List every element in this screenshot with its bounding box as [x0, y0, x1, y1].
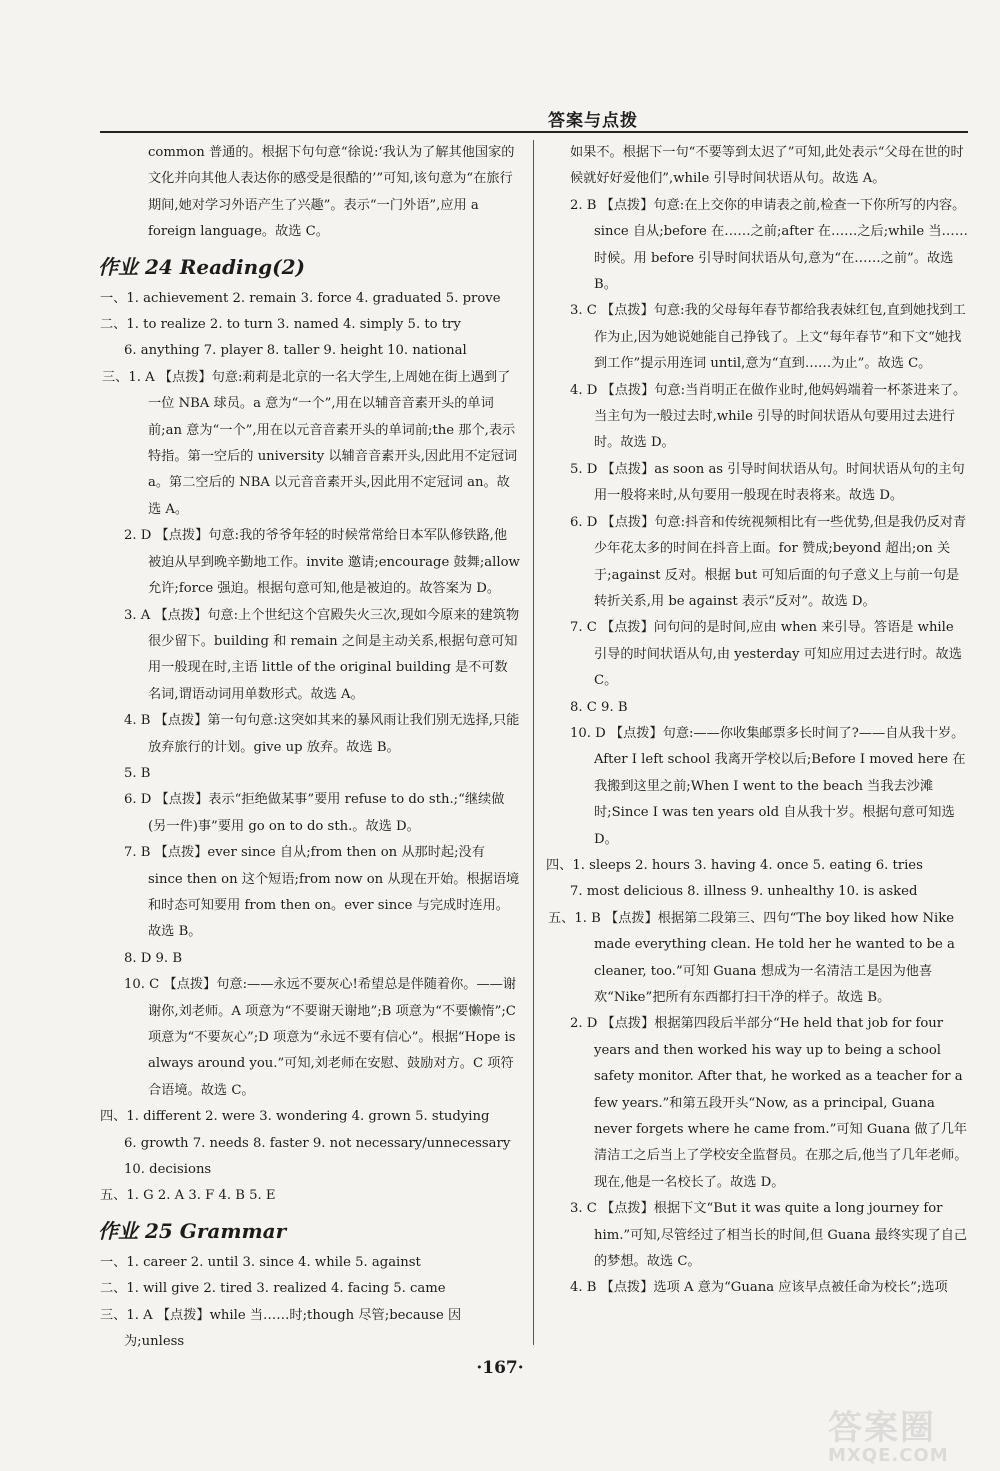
explanation-item: 4. B 【点拨】第一句句意:这突如其来的暴风雨让我们别无选择,只能放弃旅行的计划。give up 放弃。故选 B。 [124, 713, 520, 755]
explanation-item: 10. D 【点拨】句意:——你收集邮票多长时间了?——自从我十岁。After I left school 我离开学校以后;Before I moved here 在我搬到这里之前;When I went to the beach 当我去沙滩时;Since I was ten years old 自从我十岁。根据句意可知选 D。 [570, 725, 966, 847]
watermark [828, 1400, 978, 1464]
explanation-item: 4. D 【点拨】句意:当肖明正在做作业时,他妈妈端着一杯茶进来了。当主句为一般过去时,while 引导的时间状语从句要用过去进行时。故选 D。 [570, 382, 967, 451]
right-column [548, 140, 968, 1302]
answer-line: 四、1. sleeps 2. hours 3. having 4. once 5. eating 6. tries [546, 857, 923, 873]
answer-line: 一、1. achievement 2. remain 3. force 4. graduated 5. prove [100, 290, 501, 306]
explanation-item: 5. B [124, 765, 151, 781]
explanation-item: 8. D 9. B [124, 950, 183, 966]
explanation-item: 2. D 【点拨】句意:我的爷爷年轻的时候常常给日本军队修铁路,他被迫从早到晚辛勤地工作。invite 邀请;encourage 鼓舞;allow 允许;force 强迫。根据句意可知,他是被迫的。故答案为 D。 [124, 528, 520, 597]
answer-line: 6. growth 7. needs 8. faster 9. not necessary/unnecessary [124, 1135, 511, 1151]
watermark-url: MXQE.COM [828, 1445, 949, 1466]
intro-paragraph: common 普通的。根据下句句意“徐说:‘我认为了解其他国家的文化并向其他人表达你的感受是很酷的’”可知,该句意为“在旅行期间,她对学习外语产生了兴趣”。表示“一门外语”,应用 a foreign language。故选 C。 [148, 145, 515, 240]
explanation-item: 8. C 9. B [570, 699, 628, 715]
explanation-item: 五、1. B 【点拨】根据第二段第三、四句“The boy liked how Nike made everything clean. He told her he wanted to be a cleaner, too.”可知 Guana 想成为一名清洁工是因为他喜欢“Nike”把所有东西都打扫干净的样子。故选 B。 [548, 910, 955, 1005]
answer-line: 四、1. different 2. were 3. wondering 4. grown 5. studying [100, 1109, 490, 1125]
explanation-item: 7. B 【点拨】ever since 自从;from then on 从那时起;没有 since then on 这个短语;from now on 从现在开始。根据语境和时态可知要用 from then on。ever since 与完成时连用。故选 B。 [124, 845, 520, 940]
header-title: 答案与点拨 [548, 111, 638, 131]
header-rule [100, 131, 968, 133]
page-header [100, 106, 968, 130]
answer-line: 一、1. career 2. until 3. since 4. while 5. against [100, 1254, 421, 1270]
explanation-item: 7. C 【点拨】问句问的是时间,应由 when 来引导。答语是 while 引导的时间状语从句,由 yesterday 可知应用过去进行时。故选 C。 [570, 620, 962, 689]
answer-line: 6. anything 7. player 8. taller 9. height 10. national [124, 343, 467, 359]
answer-line: 二、1. will give 2. tired 3. realized 4. facing 5. came [100, 1281, 446, 1297]
section-heading-24: 作业 24 Reading(2) [98, 254, 306, 279]
explanation-item: 4. B 【点拨】选项 A 意为“Guana 应该早点被任命为校长”;选项 [570, 1280, 948, 1296]
explanation-item: 2. B 【点拨】句意:在上交你的申请表之前,检查一下你所写的内容。since 自从;before 在……之前;after 在……之后;while 当……时候。用 before 引导时间状语从句,意为“在……之前”。故选 B。 [570, 197, 968, 293]
explanation-item: 3. C 【点拨】根据下文“But it was quite a long journey for him.”可知,尽管经过了相当长的时间,但 Guana 最终实现了自己的梦想。故选 C。 [570, 1201, 968, 1270]
watermark-logo: 答案圈 [828, 1408, 936, 1448]
answer-line: 二、1. to realize 2. to turn 3. named 4. simply 5. to try [100, 317, 461, 333]
explanation-item: 6. D 【点拨】表示“拒绝做某事”要用 refuse to do sth.;“继续做(另一件)事”要用 go on to do sth.。故选 D。 [124, 792, 505, 834]
section-heading-25: 作业 25 Grammar [98, 1218, 287, 1243]
explanation-item: 三、1. A 【点拨】句意:莉莉是北京的一名大学生,上周她在街上遇到了一位 NBA 球员。a 意为“一个”,用在以辅音音素开头的单词前;an 意为“一个”,用在以元音音素开头的单词前;the 那个,表示特指。第一空后的 university 以辅音音素开头,因此用不定冠词 a。第二空后的 NBA 以元音音素开头,因此用不定冠词 an。故选 A。 [102, 369, 518, 517]
answer-line: 10. decisions [124, 1162, 212, 1178]
explanation-item: 3. A 【点拨】句意:上个世纪这个宫殿失火三次,现如今原来的建筑物很少留下。building 和 remain 之间是主动关系,根据句意可知用一般现在时,主语 little of the original building 是不可数名词,谓语动词用单数形式。故选 A。 [124, 607, 520, 702]
explanation-item: 2. D 【点拨】根据第四段后半部分“He held that job for four years and then worked his way up to being a school safety monitor. After that, he worked as a teacher for a few years.”和第五段开头“Now, as a principal, Guana never forgets where he came from.”可知 Guana 做了几年清洁工之后当上了学校安全监督员。在那之后,他当了几年老师。现在,他是一名校长了。故选 D。 [570, 1016, 968, 1190]
page-number: ·167· [476, 1358, 524, 1378]
column-divider [533, 140, 534, 1345]
explanation-item: 6. D 【点拨】句意:抖音和传统视频相比有一些优势,但是我仍反对青少年花太多的时间在抖音上面。for 赞成;beyond 超出;on 关于;against 反对。根据 but 可知后面的句子意义上与前一句是转折关系,用 be against 表示“反对”。故选 D。 [570, 514, 967, 609]
explanation-item: 10. C 【点拨】句意:——永远不要灰心!希望总是伴随着你。——谢谢你,刘老师。A 项意为“不要谢天谢地”;B 项意为“不要懒惰”;C 项意为“不要灰心”;D 项意为“永远不要有信心”。根据“Hope is always around you.”可知,刘老师在安慰、鼓励对方。C 项符合语境。故选 C。 [124, 977, 517, 1098]
continued-paragraph: 如果不。根据下一句“不要等到太迟了”可知,此处表示“父母在世的时候就好好爱他们”,while 引导时间状语从句。故选 A。 [570, 145, 964, 187]
explanation-item: 3. C 【点拨】句意:我的父母每年春节都给我表妹红包,直到她找到工作为止,因为她说她能自己挣钱了。上文“每年春节”和下文“她找到工作”提示用连词 until,意为“直到……为止”。故选 C。 [570, 303, 966, 372]
answer-line: 三、1. A 【点拨】while 当……时;though 尽管;because 因为;unless [100, 1307, 462, 1350]
answer-line: 7. most delicious 8. illness 9. unhealthy 10. is asked [570, 884, 918, 900]
explanation-item: 5. D 【点拨】as soon as 引导时间状语从句。时间状语从句的主句用一般将来时,从句要用一般现在时表将来。故选 D。 [570, 461, 965, 504]
answer-line: 五、1. G 2. A 3. F 4. B 5. E [100, 1188, 276, 1204]
left-column [98, 140, 520, 1355]
